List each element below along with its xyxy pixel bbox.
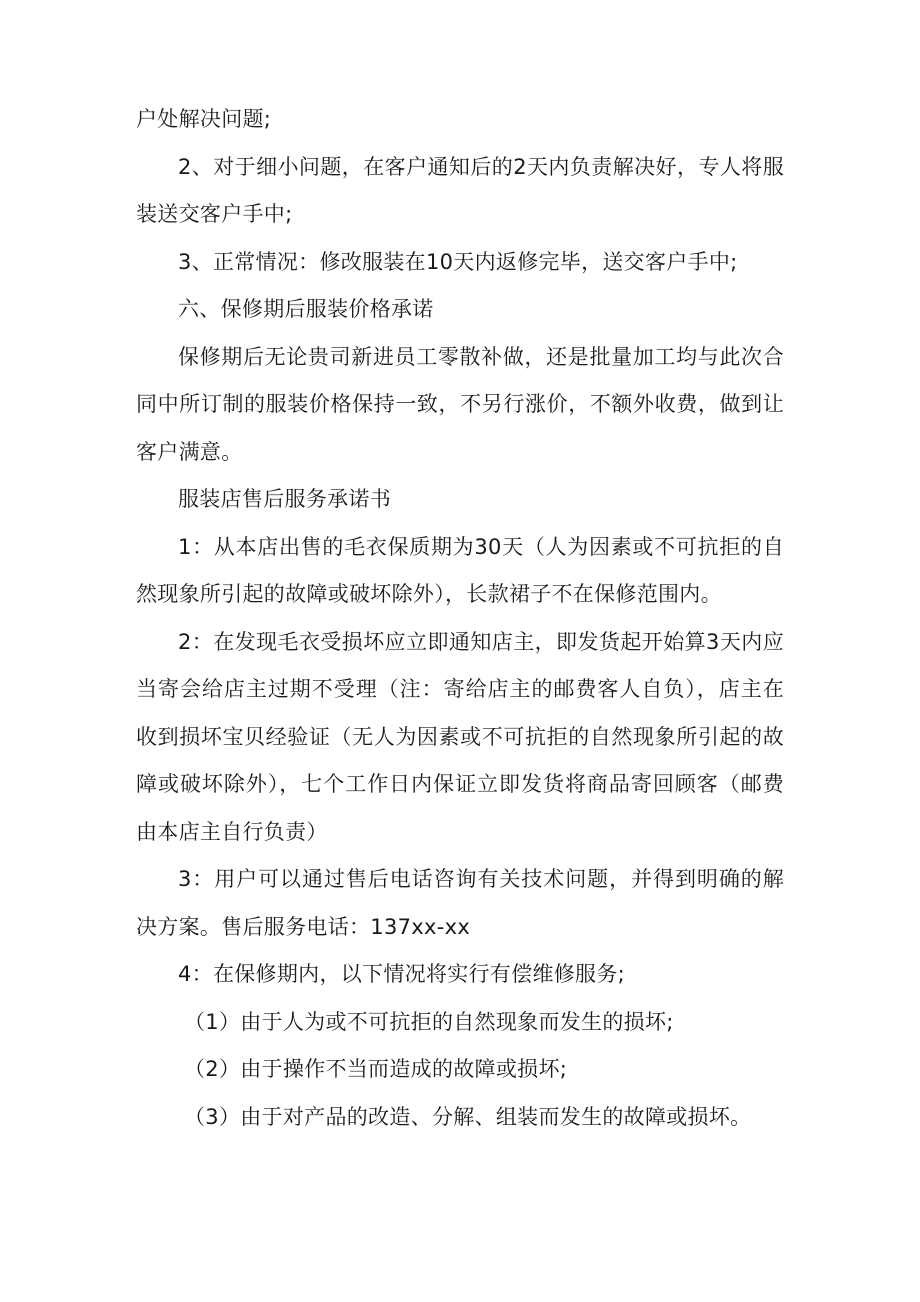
paragraph-rule-4: 4：在保修期内，以下情况将实行有偿维修服务; <box>178 962 626 986</box>
paragraph-item-2: 2、对于细小问题，在客户通知后的2天内负责解决好，专人将服装送交客户手中; <box>136 154 784 226</box>
section-heading-price-promise: 六、保修期后服装价格承诺 <box>178 297 434 321</box>
paragraph-item-3: 3、正常情况：修改服装在10天内返修完毕，送交客户手中; <box>178 249 738 274</box>
paragraph-subitem-2: （2）由于操作不当而造成的故障或损坏; <box>184 1057 568 1081</box>
paragraph-rule-1: 1：从本店出售的毛衣保质期为30天（人为因素或不可抗拒的自然现象所引起的故障或破坏除外），长款裙子不在保修范围内。 <box>136 534 784 606</box>
paragraph-price-promise: 保修期后无论贵司新进员工零散补做，还是批量加工均与此次合同中所订制的服装价格保持一致，不另行涨价，不额外收费，做到让客户满意。 <box>136 344 784 464</box>
paragraph-rule-3: 3：用户可以通过售后电话咨询有关技术问题，并得到明确的解决方案。售后服务电话：137xx-xx <box>136 867 784 939</box>
paragraph-subitem-1: （1）由于人为或不可抗拒的自然现象而发生的损坏; <box>184 1009 674 1034</box>
paragraph-continuation: 户处解决问题; <box>136 107 272 131</box>
paragraph-rule-2: 2：在发现毛衣受损坏应立即通知店主，即发货起开始算3天内应当寄会给店主过期不受理（注：寄给店主的邮费客人自负），店主在收到损坏宝贝经验证（无人为因素或不可抗拒的自然现象所引起的故障或破坏除外），七个工作日内保证立即发货将商品寄回顾客（邮费由本店主自行负责） <box>136 629 784 844</box>
section-heading-after-sales: 服装店售后服务承诺书 <box>178 487 391 511</box>
paragraph-subitem-3: （3）由于对产品的改造、分解、组装而发生的故障或损坏。 <box>184 1104 752 1129</box>
